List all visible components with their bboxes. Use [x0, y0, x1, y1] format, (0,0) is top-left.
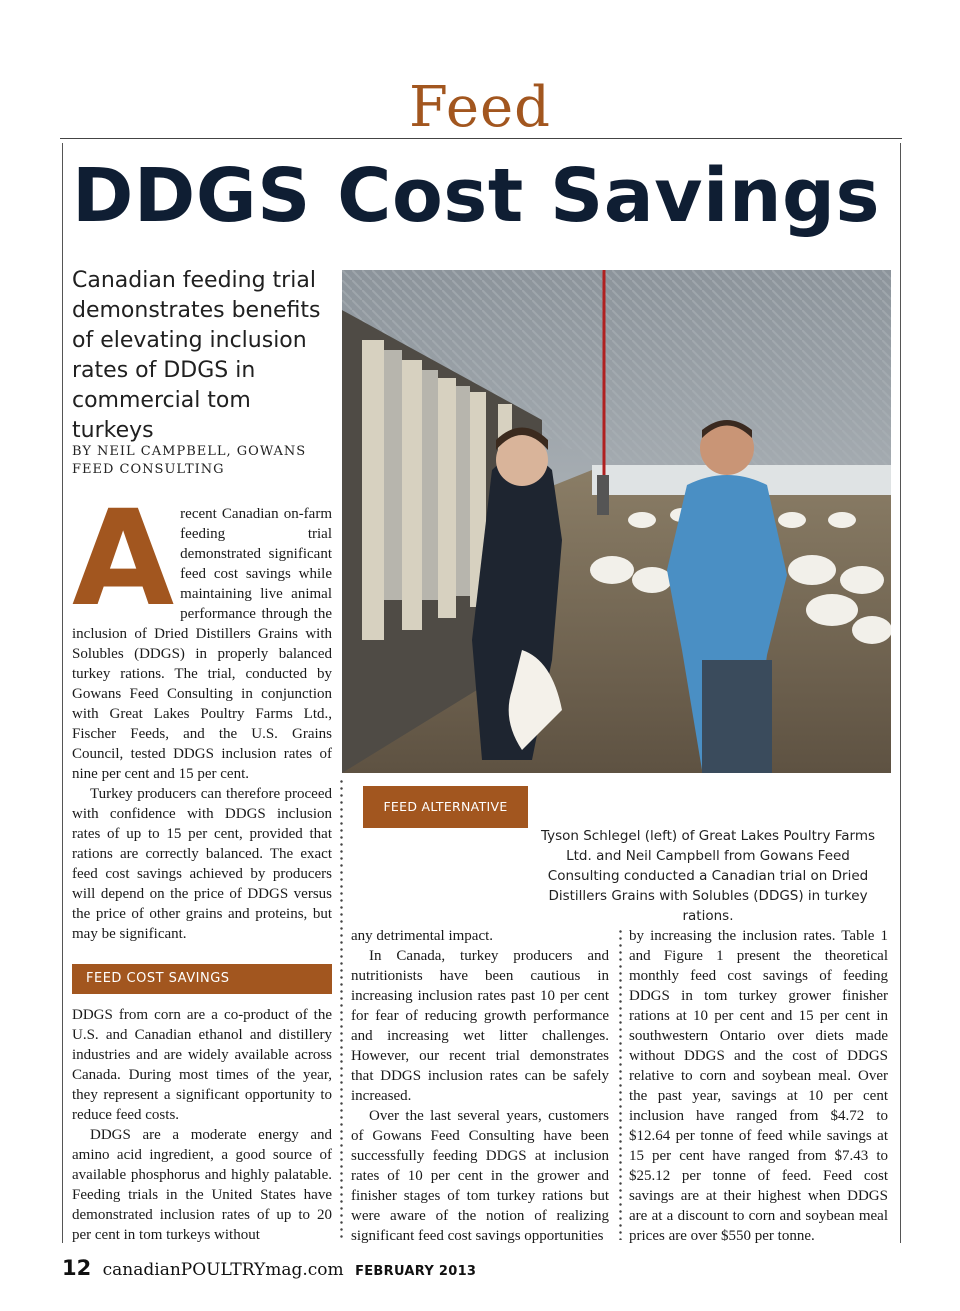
subhead-feed-cost-savings: FEED COST SAVINGS	[72, 964, 332, 994]
issue-date: FEBRUARY 2013	[355, 1264, 477, 1279]
frame-left-rule	[62, 143, 63, 1243]
byline: BY NEIL CAMPBELL, GOWANS FEED CONSULTING	[72, 444, 307, 477]
body-paragraph: Turkey producers can therefore proceed with confidence with DDGS inclusion rates of up to 15 per cent, provided that rations are correctly balanced. The exact feed cost savings achieved by producers will depend on the price of DDGS versus the price of other grains and proteins, but may be significant.	[72, 786, 332, 942]
column-2	[351, 926, 609, 1246]
barn-photo-illustration	[342, 270, 891, 773]
column-3	[629, 926, 888, 1246]
article-photo	[342, 270, 891, 773]
frame-right-rule	[900, 143, 901, 1243]
body-paragraph: Over the last several years, customers of Gowans Feed Consulting have been successfully feeding DDGS at inclusion rates of 10 per cent in the grower and finisher stages of tom turkey rations but were aware of the notion of realizing significant feed cost savings opportunities	[351, 1108, 609, 1244]
body-paragraph: by increasing the inclusion rates. Table 1 and Figure 1 present the theoretical monthly feed cost savings of feeding DDGS in tom turkey grower finisher rations at 10 per cent and 15 per cent in southwestern Ontario over diets made without DDGS and the cost of DDGS relative to corn and soybean meal. Over the past year, savings at 10 per cent inclusion have ranged from $4.72 to $12.64 per tonne of feed while savings at 15 per cent have ranged from $7.43 to $25.12 per tonne of feed. Feed cost savings are at their highest when DDGS are at a discount to corn and soybean meal prices are over $550 per tonne.	[629, 928, 888, 1244]
photo-caption: Tyson Schlegel (left) of Great Lakes Poultry Farms Ltd. and Neil Campbell from Gowans Feed Consulting conducted a Canadian trial on Dried Distillers Grains with Solubles (DDGS) in turkey rations.	[540, 828, 876, 924]
magazine-site: canadianPOULTRYmag.com	[102, 1260, 344, 1280]
column-divider-dotted	[619, 928, 622, 1240]
body-paragraph: In Canada, turkey producers and nutritionists have been cautious in increasing inclusion rates past 10 per cent for fear of reducing growth performance and increasing wet litter challenges. However, our recent trial demonstrates that DDGS inclusion rates can be safely increased.	[351, 948, 609, 1104]
page-footer	[62, 1256, 476, 1280]
drop-cap: A	[72, 482, 175, 636]
column-1-continued	[72, 1005, 332, 1245]
article-deck: Canadian feeding trial demonstrates benefits of elevating inclusion rates of DDGS in commercial tom turkeys	[72, 268, 321, 443]
column-divider-dotted	[340, 778, 343, 1240]
page-number: 12	[62, 1256, 92, 1280]
feed-alternative-tag: FEED ALTERNATIVE	[363, 786, 528, 828]
column-1-intro	[72, 482, 332, 944]
section-label: Feed	[409, 75, 551, 140]
intro-paragraph: recent Canadian on-farm feeding trial demonstrated significant feed cost savings while maintaining live animal performance through the inclusion of Dried Distillers Grains with Solubles (DDGS) in properly balanced turkey rations. The trial, conducted by Gowans Feed Consulting in conjunction with Great Lakes Poultry Farms Ltd., Fischer Feeds, and the U.S. Grains Council, tested DDGS inclusion rates of nine per cent and 15 per cent.	[72, 506, 332, 782]
article-headline: DDGS Cost Savings	[72, 153, 881, 239]
body-paragraph: any detrimental impact.	[351, 928, 494, 944]
body-paragraph: DDGS from corn are a co-product of the U.S. and Canadian ethanol and distillery industries and are widely available across Canada. During most times of the year, they represent a significant opportunity to reduce feed costs.	[72, 1007, 332, 1123]
top-rule	[60, 138, 902, 139]
body-paragraph: DDGS are a moderate energy and amino acid ingredient, a good source of available phosphorus and highly palatable. Feeding trials in the United States have demonstrated inclusion rates of up to 20 per cent in tom turkeys without	[72, 1127, 332, 1243]
